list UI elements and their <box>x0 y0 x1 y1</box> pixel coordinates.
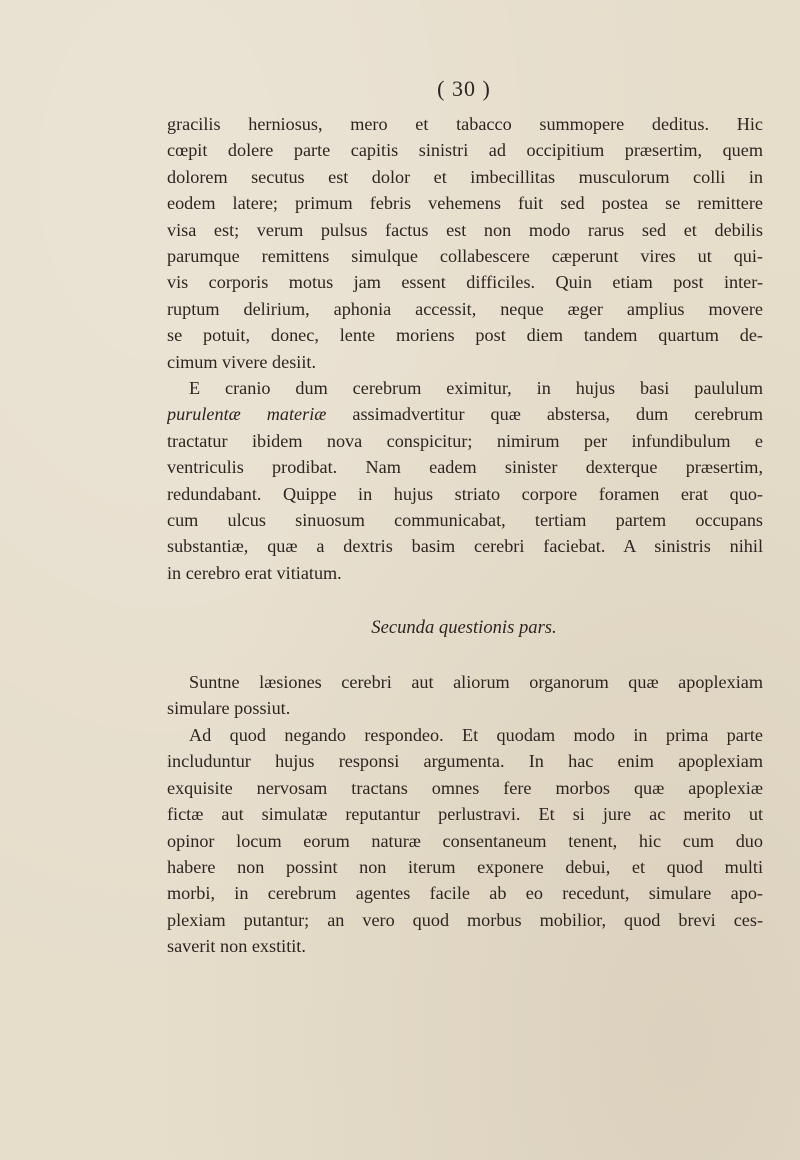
text-line: dolorem secutus est dolor et imbecillitas musculorum colli in <box>167 166 763 187</box>
text-line: visa est; verum pulsus factus est non modo rarus sed et debilis <box>167 219 763 240</box>
text-line: morbi, in cerebrum agentes facile ab eo recedunt, simulare apo- <box>167 883 763 904</box>
text-line: eodem latere; primum febris vehemens fuit sed postea se remittere <box>167 193 763 214</box>
text-line: plexiam putantur; an vero quod morbus mobilior, quod brevi ces- <box>167 909 763 930</box>
question-statement <box>167 669 763 722</box>
text-line: Suntne læsiones cerebri aut aliorum organorum quæ apoplexiam <box>189 672 763 692</box>
text-line: redundabant. Quippe in hujus striato corpore foramen erat quo- <box>167 483 763 504</box>
text-line: saverit non exstitit. <box>167 936 306 957</box>
text-line: includuntur hujus responsi argumenta. In hac enim apoplexiam <box>167 751 763 772</box>
text-line: ruptum delirium, aphonia accessit, neque æger amplius movere <box>167 298 763 319</box>
text-line: parumque remittens simulque collabescere cæperunt vires ut qui- <box>167 246 763 267</box>
page-number: ( 30 ) <box>437 76 491 101</box>
text-line: in cerebro erat vitiatum. <box>167 562 342 583</box>
text-line: exquisite nervosam tractans omnes fere morbos quæ apoplexiæ <box>167 777 763 798</box>
text-line: cum ulcus sinuosum communicabat, tertiam partem occupans <box>167 510 763 531</box>
section-heading: Secunda questionis pars. <box>371 617 557 638</box>
text-line: gracilis herniosus, mero et tabacco summopere deditus. Hic <box>167 114 763 134</box>
text-line: E cranio dum cerebrum eximitur, in hujus basi paululum <box>189 378 763 398</box>
text-line: se potuit, donec, lente moriens post diem tandem quartum de- <box>167 325 763 346</box>
text-fragment: assimadvertitur quæ abstersa, dum cerebrum <box>326 404 763 425</box>
text-line: cimum vivere desiit. <box>167 351 316 372</box>
text-line: ventriculis prodibat. Nam eadem sinister dexterque præsertim, <box>167 457 763 478</box>
text-line: vis corporis motus jam essent difficiles. Quin etiam post inter- <box>167 272 763 293</box>
text-line: tractatur ibidem nova conspicitur; nimirum per infundibulum e <box>167 430 763 451</box>
paragraph-case-history <box>167 111 763 375</box>
text-line: Ad quod negando respondeo. Et quodam modo in prima parte <box>189 725 763 745</box>
paragraph-answer <box>167 722 763 960</box>
paragraph-autopsy <box>167 375 763 586</box>
text-line: habere non possint non iterum exponere debui, et quod multi <box>167 857 763 878</box>
italic-term: purulentæ materiæ <box>167 404 327 425</box>
text-line: simulare possiut. <box>167 698 291 719</box>
text-line: substantiæ, quæ a dextris basim cerebri faciebat. A sinistris nihil <box>167 536 763 557</box>
text-line: cœpit dolere parte capitis sinistri ad occipitium præsertim, quem <box>167 140 763 161</box>
text-line: opinor locum eorum naturæ consentaneum tenent, hic cum duo <box>167 830 763 851</box>
text-line <box>167 401 763 427</box>
text-line: fictæ aut simulatæ reputantur perlustravi. Et si jure ac merito ut <box>167 804 763 825</box>
